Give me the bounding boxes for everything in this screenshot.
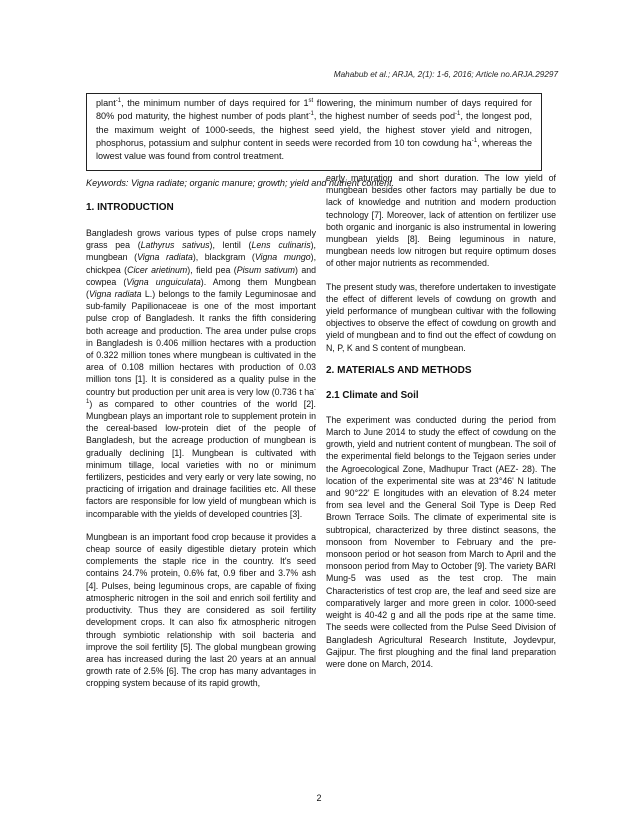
keywords-line: Keywords: Vigna radiate; organic manure; growth; yield and nutrient content. <box>86 178 395 188</box>
section-heading-introduction: 1. INTRODUCTION <box>86 202 174 213</box>
methods-paragraph-1: The experiment was conducted during the period from March to June 2014 to study the effect of cowdung on the growth, yield and nutrient content of mungbean. The soil of the experimental field belongs to the Tejgaon series under the Agroecological Zone, Madhupur Tract (AEZ- 28). The location of the experimental site was at 23°46' N latitude and 90°22' E longitudes with an elevation of 8.24 meter from sea level and the General Soil Type is Deep Red Brown Terrace Soils. The climate of experimental site is subtropical, characterized by three distinct seasons, the monsoon from November to February and the pre-monsoon period or hot season from March to April and the monsoon period from May to October [9]. The variety BARI Mung-5 was used as the test crop. The main Characteristics of test crop are, the leaf and seed size are comparatively larger and more green in color. 1000-seed weight is 40-42 g and all the pods ripe at the same time. The seeds were collected from the Pulse Seed Division of Bangladesh Agricultural Research Institute, Joydevpur, Gajipur. The first ploughing and the final land preparation were done on March, 2014. <box>326 414 556 669</box>
intro-paragraph-4: The present study was, therefore undertaken to investigate the effect of different levels of cowdung on growth and yield performance of mungbean cultivar with the following objectives to observe the effect of cowdung on growth and yield of mungbean and to find out the effect of cowdung on N, P, K and S content of mungbean. <box>326 281 556 353</box>
right-column <box>326 172 556 681</box>
section-heading-materials-methods: 2. MATERIALS AND METHODS <box>326 364 472 376</box>
abstract-text: plant$^{-1}$, the minimum number of days required for 1st flowering, the minimum number of days required for 80% pod maturity, the highest number of pods plant$^{-1}$, the highest number of seeds pod$^{-1}$, the longest pod, the maximum weight of 1000-seeds, the highest seed yield, the highest stover yield and nitrogen, phosphorus, potassium and sulphur content in seeds were recorded from 10 ton cowdung $ha^{-1}$, whereas the lowest value was found from control treatment. <box>96 97 533 162</box>
page-number: 2 <box>316 793 322 803</box>
abstract-results-box <box>86 93 542 171</box>
running-header-citation: Mahabub et al.; ARJA, 2(1): 1-6, 2016; Article no.ARJA.29297 <box>333 70 558 79</box>
subsection-heading-climate-soil: 2.1 Climate and Soil <box>326 389 419 401</box>
intro-paragraph-1: Bangladesh grows various types of pulse crops namely grass pea (Lathyrus sativus), lentil (Lens culinaris), mungbean (Vigna radiata), blackgram (Vigna mungo), chickpea (Cicer arietinum), field pea (Pisum sativum) and cowpea (Vigna unguiculata). Among them Mungbean (Vigna radiata L.) belongs to the family Leguminosae and sub-family Papilionaceae is one of the most important pulse crop of Bangladesh. It ranks the fifth considering both acreage and production. The area under pulse crops in Bangladesh is 0.406 million hectares with a production of 0.322 million tones where mungbean is cultivated in the area of 0.108 million hectares with production of 0.03 million tons [1]. It is considered as a quality pulse in the country but production per unit area is very low (0.736 t $ha^{-1}$) as compared to other countries of the world [2]. Mungbean plays an important role to supplement protein in the cereal-based low-protein diet of the people of Bangladesh, but the acreage production of mungbean is gradually declining [1]. Mungbean is cultivated with minimum tillage, local varieties with no or minimum fertilizers, pesticides and very early or very late sowing, no practicing of irrigation and drainage facilities etc. All these factors are responsible for low yield of mungbean which is incomparable with the yields of developed countries [3]. <box>86 228 317 519</box>
intro-paragraph-2: Mungbean is an important food crop because it provides a cheap source of easily digestible dietary protein which complements the staple rice in the country. It's seed contains 24.7% protein, 0.6% fat, 0.9 fiber and 3.7% ash [4]. Pulses, being leguminous crops, are capable of fixing atmospheric nitrogen in the soil and enrich soil fertility and productivity. Thus they are considered as soil fertility development crops. It can also fix atmospheric nitrogen through symbiotic relationship with soil bacteria and improve the soil fertility [5]. The global mungbean growing area has increased during the last 20 years at an annual growth rate of 2.5% [6]. The crop has many advantages in cropping system because of its rapid growth, <box>86 531 316 689</box>
intro-paragraph-3: early maturation and short duration. The low yield of mungbean besides other factors may partially be due to lack of knowledge and nutrition and modern production technology [7]. Moreover, lack of attention on fertilizer use both organic and inorganic is also instrumental in lowering mungbean yields [8]. Being leguminous in nature, mungbean needs low nitrogen but require optimum doses of other major nutrients as recommended. <box>326 173 556 269</box>
left-column <box>86 200 316 701</box>
